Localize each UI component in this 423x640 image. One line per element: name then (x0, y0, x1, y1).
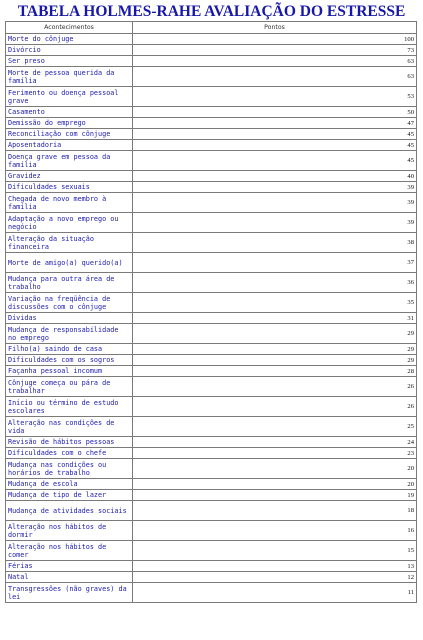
table-row (6, 253, 417, 273)
table-body (6, 34, 417, 603)
points-cell: 63 (133, 56, 417, 67)
points-cell: 26 (133, 377, 417, 397)
table-row (6, 45, 417, 56)
event-cell: Demissão do emprego (6, 118, 133, 129)
event-cell: Alteração da situação financeira (6, 233, 133, 253)
points-cell: 28 (133, 366, 417, 377)
table-row (6, 561, 417, 572)
event-cell: Transgressões (não graves) da lei (6, 583, 133, 603)
table-row (6, 87, 417, 107)
points-cell: 20 (133, 479, 417, 490)
points-cell: 39 (133, 182, 417, 193)
points-cell: 16 (133, 521, 417, 541)
table-row (6, 397, 417, 417)
points-cell: 50 (133, 107, 417, 118)
table-row (6, 233, 417, 253)
table-row (6, 129, 417, 140)
table-row (6, 151, 417, 171)
stress-table (5, 21, 417, 603)
table-header-row (6, 22, 417, 34)
event-cell: Mudança nas condições ou horários de trabalho (6, 459, 133, 479)
event-cell: Morte do cônjuge (6, 34, 133, 45)
table-row (6, 437, 417, 448)
event-cell: Doença grave em pessoa da família (6, 151, 133, 171)
event-cell: Mudança de responsabilidade no emprego (6, 324, 133, 344)
points-cell: 13 (133, 561, 417, 572)
page-title: TABELA HOLMES-RAHE AVALIAÇÃO DO ESTRESSE (17, 3, 406, 20)
points-cell: 29 (133, 355, 417, 366)
table-row (6, 324, 417, 344)
event-cell: Mudança de tipo de lazer (6, 490, 133, 501)
points-cell: 26 (133, 397, 417, 417)
event-cell: Morte de amigo(a) querido(a) (6, 253, 133, 273)
event-cell: Ser preso (6, 56, 133, 67)
points-cell: 36 (133, 273, 417, 293)
points-cell: 39 (133, 193, 417, 213)
points-cell: 100 (133, 34, 417, 45)
event-cell: Morte de pessoa querida da família (6, 67, 133, 87)
points-cell: 39 (133, 213, 417, 233)
event-cell: Chegada de novo membro à família (6, 193, 133, 213)
event-cell: Reconciliação com cônjuge (6, 129, 133, 140)
event-cell: Divórcio (6, 45, 133, 56)
table-row (6, 182, 417, 193)
event-cell: Mudança de escola (6, 479, 133, 490)
points-cell: 19 (133, 490, 417, 501)
points-cell: 45 (133, 151, 417, 171)
event-cell: Natal (6, 572, 133, 583)
points-cell: 23 (133, 448, 417, 459)
event-cell: Dificuldades sexuais (6, 182, 133, 193)
table-row (6, 583, 417, 603)
points-cell: 18 (133, 501, 417, 521)
table-row (6, 479, 417, 490)
event-cell: Ferimento ou doença pessoal grave (6, 87, 133, 107)
points-cell: 73 (133, 45, 417, 56)
event-cell: Mudança de atividades sociais (6, 501, 133, 521)
event-cell: Gravidez (6, 171, 133, 182)
event-cell: Casamento (6, 107, 133, 118)
points-cell: 31 (133, 313, 417, 324)
table-row (6, 34, 417, 45)
points-cell: 35 (133, 293, 417, 313)
table-row (6, 377, 417, 397)
table-row (6, 273, 417, 293)
points-cell: 25 (133, 417, 417, 437)
table-row (6, 366, 417, 377)
points-cell: 29 (133, 344, 417, 355)
points-cell: 40 (133, 171, 417, 182)
event-cell: Adaptação a novo emprego ou negócio (6, 213, 133, 233)
table-row (6, 213, 417, 233)
table-row (6, 344, 417, 355)
points-cell: 45 (133, 140, 417, 151)
table-row (6, 448, 417, 459)
table-row (6, 67, 417, 87)
event-cell: Cônjuge começa ou pára de trabalhar (6, 377, 133, 397)
event-cell: Variação na freqüência de discussões com o cônjuge (6, 293, 133, 313)
table-row (6, 313, 417, 324)
header-points: Pontos (133, 22, 417, 34)
table-row (6, 355, 417, 366)
event-cell: Alteração nos hábitos de dormir (6, 521, 133, 541)
event-cell: Alteração nos hábitos de comer (6, 541, 133, 561)
event-cell: Dificuldades com os sogros (6, 355, 133, 366)
points-cell: 38 (133, 233, 417, 253)
table-row (6, 521, 417, 541)
header-events: Acontecimentos (6, 22, 133, 34)
table-row (6, 541, 417, 561)
table-row (6, 490, 417, 501)
event-cell: Revisão de hábitos pessoas (6, 437, 133, 448)
points-cell: 45 (133, 129, 417, 140)
table-row (6, 56, 417, 67)
points-cell: 24 (133, 437, 417, 448)
event-cell: Férias (6, 561, 133, 572)
points-cell: 11 (133, 583, 417, 603)
table-row (6, 140, 417, 151)
points-cell: 47 (133, 118, 417, 129)
points-cell: 15 (133, 541, 417, 561)
table-row (6, 572, 417, 583)
points-cell: 63 (133, 67, 417, 87)
table-row (6, 193, 417, 213)
points-cell: 53 (133, 87, 417, 107)
table-row (6, 293, 417, 313)
table-row (6, 107, 417, 118)
table-row (6, 118, 417, 129)
event-cell: Alteração nas condições de vida (6, 417, 133, 437)
points-cell: 37 (133, 253, 417, 273)
event-cell: Dívidas (6, 313, 133, 324)
table-row (6, 501, 417, 521)
table-row (6, 417, 417, 437)
event-cell: Filho(a) saindo de casa (6, 344, 133, 355)
event-cell: Mudança para outra área de trabalho (6, 273, 133, 293)
points-cell: 20 (133, 459, 417, 479)
event-cell: Aposentadoria (6, 140, 133, 151)
table-row (6, 171, 417, 182)
event-cell: Início ou término de estudo escolares (6, 397, 133, 417)
points-cell: 12 (133, 572, 417, 583)
event-cell: Façanha pessoal incomum (6, 366, 133, 377)
points-cell: 29 (133, 324, 417, 344)
event-cell: Dificuldades com o chefe (6, 448, 133, 459)
table-row (6, 459, 417, 479)
